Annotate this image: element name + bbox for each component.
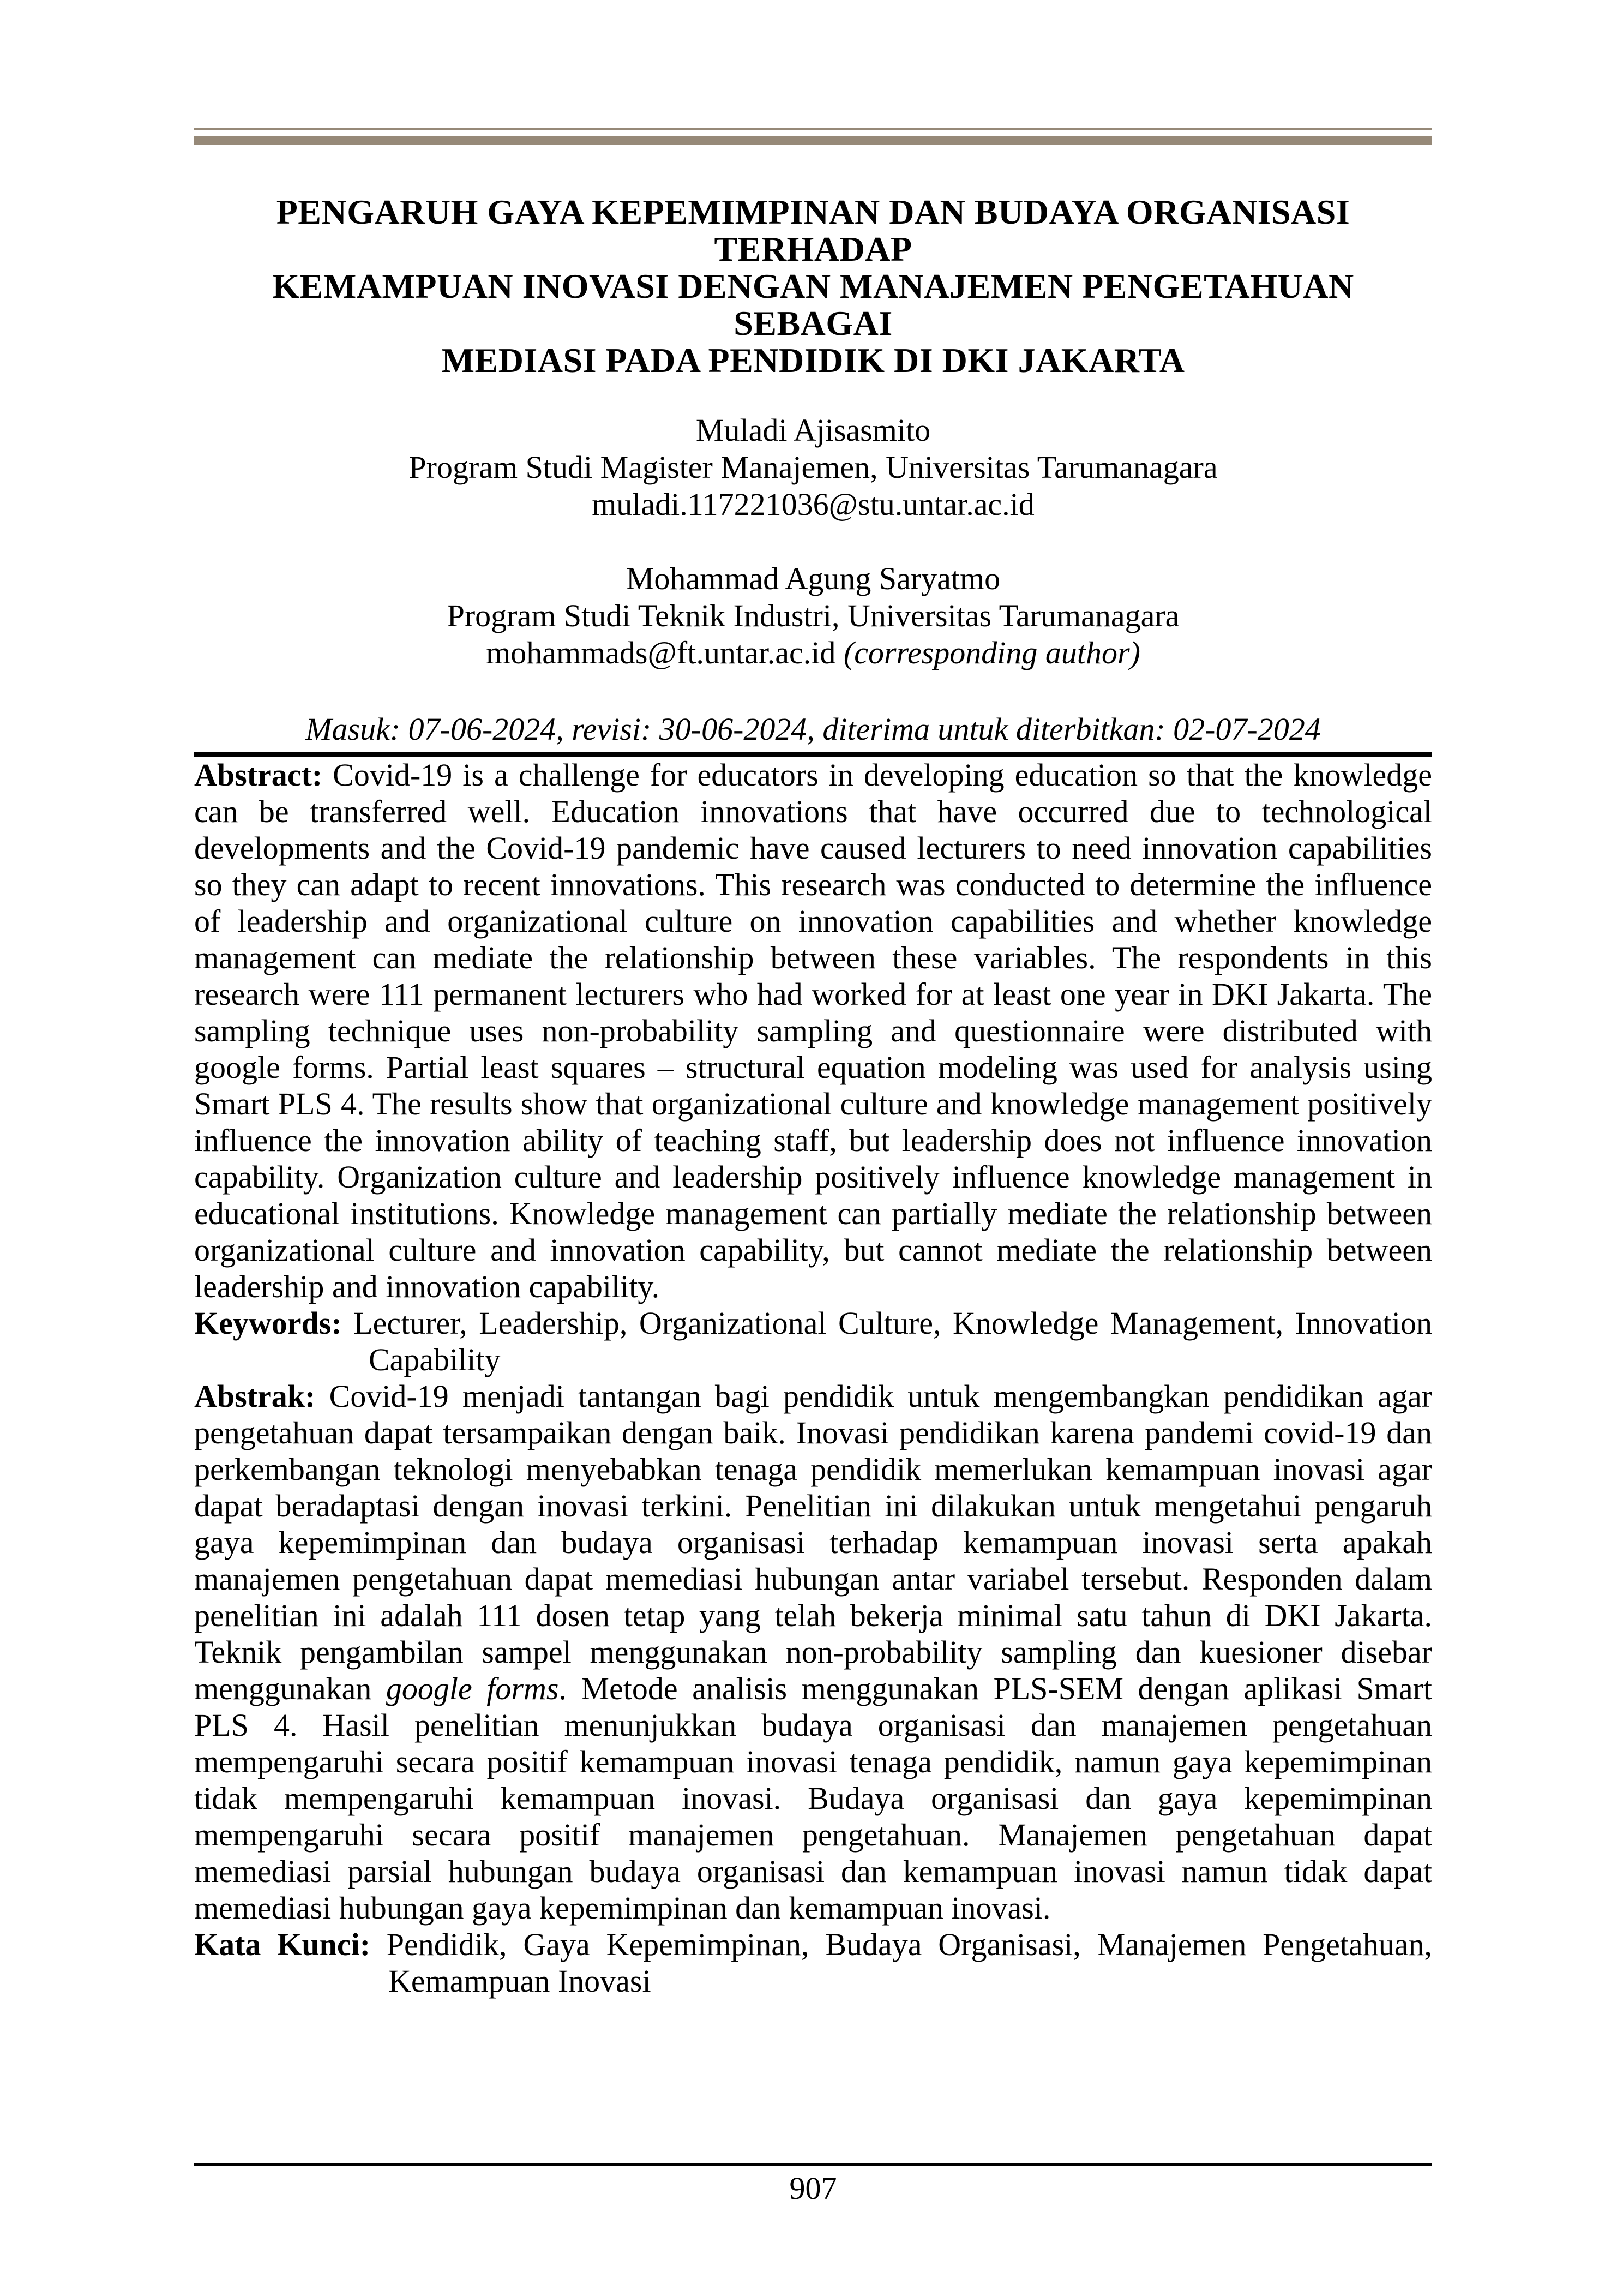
page-content — [194, 0, 1432, 1999]
abstract-en-paragraph — [194, 757, 1432, 1305]
abstract-id-paragraph — [194, 1378, 1432, 1926]
keywords-id-label: Kata Kunci: — [194, 1927, 371, 1962]
author-block-1 — [194, 412, 1432, 523]
abstract-en-text: Covid-19 is a challenge for educators in developing education so that the knowledge can be transferred well. Education innovations that have occurred due to technological developments and the Covid-19 pandemic have caused lecturers to need innovation capabilities so they can adapt to recent innovations. This research was conducted to determine the influence of leadership and organizational culture on innovation capabilities and whether knowledge management can mediate the relationship between these variables. The respondents in this research were 111 permanent lecturers who had worked for at least one year in DKI Jakarta. The sampling technique uses non-probability sampling and questionnaire were distributed with google forms. Partial least squares – structural equation modeling was used for analysis using Smart PLS 4. The results show that organizational culture and knowledge management positively influence the innovation ability of teaching staff, but leadership does not influence innovation capability. Organization culture and leadership positively influence knowledge management in educational institutions. Knowledge management can partially mediate the relationship between organizational culture and innovation capability, but cannot mediate the relationship between leadership and innovation capability. — [194, 757, 1432, 1304]
keywords-id-paragraph — [194, 1926, 1432, 1999]
keywords-en-label: Keywords: — [194, 1305, 342, 1341]
author-name: Mohammad Agung Saryatmo — [626, 561, 1001, 596]
article-title-line-1: PENGARUH GAYA KEPEMIMPINAN DAN BUDAYA ORGANISASI TERHADAP — [276, 193, 1350, 268]
author-name: Muladi Ajisasmito — [695, 412, 931, 448]
author-email: muladi.117221036@stu.untar.ac.id — [592, 487, 1035, 522]
abstract-id-text-after: . Metode analisis menggunakan PLS-SEM dengan aplikasi Smart PLS 4. Hasil penelitian menunjukkan budaya organisasi dan manajemen pengetahuan mempengaruhi secara positif kemampuan inovasi tenaga pendidik, namun gaya kepemimpinan tidak mempengaruhi kemampuan inovasi. Budaya organisasi dan gaya kepemimpinan mempengaruhi secara positif manajemen pengetahuan. Manajemen pengetahuan dapat memediasi parsial hubungan budaya organisasi dan kemampuan inovasi namun tidak dapat memediasi hubungan gaya kepemimpinan dan kemampuan inovasi. — [194, 1671, 1433, 1926]
page-number: 907 — [789, 2171, 837, 2206]
keywords-en-paragraph — [194, 1305, 1432, 1378]
article-title — [194, 194, 1432, 379]
author-block-2 — [194, 560, 1432, 672]
corresponding-author-note: (corresponding author) — [843, 635, 1140, 670]
author-email — [194, 634, 1432, 672]
abstract-id-italic-phrase: google forms — [386, 1671, 559, 1706]
page-footer — [194, 2163, 1432, 2205]
abstract-id-text-before: Covid-19 menjadi tantangan bagi pendidik untuk mengembangkan pendidikan agar pengetahuan dapat tersampaikan dengan baik. Inovasi pendidikan karena pandemi covid-19 dan perkembangan teknologi menyebabkan tenaga pendidik memerlukan kemampuan inovasi agar dapat beradaptasi dengan inovasi terkini. Penelitian ini dilakukan untuk mengetahui pengaruh gaya kepemimpinan dan budaya organisasi terhadap kemampuan inovasi serta apakah manajemen pengetahuan dapat memediasi hubungan antar variabel tersebut. Responden dalam penelitian ini adalah 111 dosen tetap yang telah bekerja minimal satu tahun di DKI Jakarta. Teknik pengambilan sampel menggunakan non-probability sampling dan kuesioner disebar menggunakan — [194, 1378, 1432, 1706]
author-affiliation: Program Studi Teknik Industri, Universitas Tarumanagara — [447, 598, 1180, 633]
author-affiliation: Program Studi Magister Manajemen, Universitas Tarumanagara — [408, 449, 1218, 485]
abstract-en-label: Abstract: — [194, 757, 323, 793]
submission-dates-line: Masuk: 07-06-2024, revisi: 30-06-2024, diterima untuk diterbitkan: 02-07-2024 — [305, 711, 1321, 747]
top-thick-rule — [194, 136, 1432, 145]
section-divider-rule — [194, 752, 1432, 757]
article-title-line-2: KEMAMPUAN INOVASI DENGAN MANAJEMEN PENGETAHUAN SEBAGAI — [272, 267, 1354, 343]
abstract-id-label: Abstrak: — [194, 1378, 316, 1414]
keywords-id-text: Pendidik, Gaya Kepemimpinan, Budaya Organisasi, Manajemen Pengetahuan, Kemampuan Inovasi — [370, 1927, 1432, 1999]
article-title-line-3: MEDIASI PADA PENDIDIK DI DKI JAKARTA — [441, 341, 1185, 380]
author-email-address: mohammads@ft.untar.ac.id — [486, 635, 844, 670]
top-thin-rule — [194, 128, 1432, 130]
keywords-en-text: Lecturer, Leadership, Organizational Culture, Knowledge Management, Innovation Capability — [341, 1305, 1432, 1377]
